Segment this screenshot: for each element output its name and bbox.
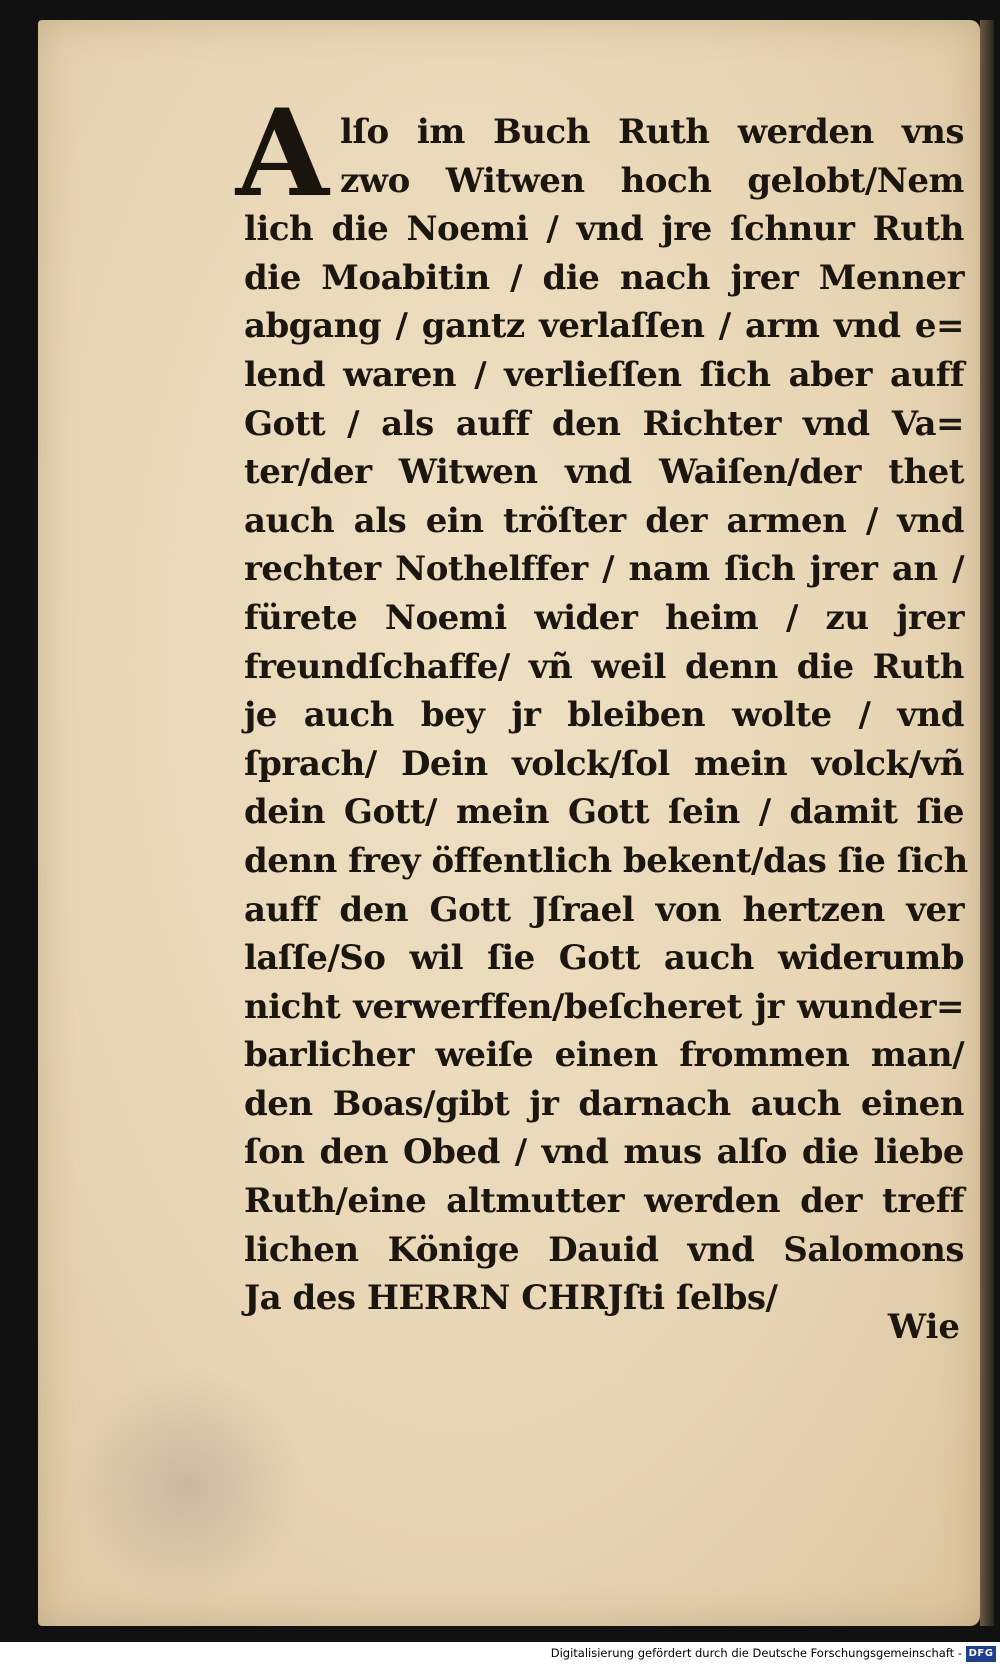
text-line: ter/der Witwen vnd Waiſen/der thet (244, 452, 964, 493)
text-line: laſſe/So wil ſie Gott auch widerumb (244, 938, 964, 979)
text-line: den Boas/gibt jr darnach auch einen (244, 1083, 964, 1124)
text-line: barlicher weiſe einen frommen man/ (244, 1035, 964, 1076)
paper-stain (68, 1370, 308, 1600)
text-line: Gott / als auff den Richter vnd Va= (244, 403, 964, 444)
text-line: dein Gott/ mein Gott ſein / damit ſie (244, 792, 964, 833)
text-line: fürete Noemi wider heim / zu jrer (244, 597, 964, 638)
text-line: lich die Noemi / vnd jre ſchnur Ruth (244, 209, 964, 250)
footer-bar (0, 1642, 1000, 1667)
text-line: lend waren / verlieſſen ſich aber auff (244, 354, 964, 395)
text-line: die Moabitin / die nach jrer Menner (244, 257, 964, 298)
text-block (235, 83, 968, 1323)
text-line: freundſchaffe/ vñ weil denn die Ruth (244, 646, 964, 687)
text-line: rechter Nothelffer / nam ſich jrer an / (244, 549, 964, 590)
funding-credit: Digitalisierung gefördert durch die Deutsche Forschungsgemeinschaft - (550, 1646, 962, 1660)
text-line: nicht verwerffen/beſcheret jr wunder= (244, 986, 964, 1027)
page-edge (980, 20, 994, 1626)
text-line: ſon den Obed / vnd mus alſo die liebe (244, 1132, 964, 1173)
text-line: ſprach/ Dein volck/ſol mein volck/vñ (244, 743, 964, 784)
text-line: auch als ein tröſter der armen / vnd (244, 500, 964, 541)
text-line: auff den Gott Jſrael von hertzen ver (244, 889, 964, 930)
text-line: Ruth/eine altmutter werden der treff (244, 1181, 964, 1222)
text-line: lſo im Buch Ruth werden vns (340, 112, 964, 152)
text-line: lichen Könige Dauid vnd Salomons (244, 1229, 964, 1270)
catchword: Wie (887, 1307, 960, 1347)
dfg-logo: DFG (966, 1646, 996, 1662)
text-line: Ja des HERRN CHRJſti ſelbs/ (244, 1278, 778, 1319)
text-line: zwo Witwen hoch gelobt/Nem (340, 160, 964, 201)
text-line: denn frey öffentlich bekent/das ſie ſich (244, 840, 968, 881)
text-line: je auch bey jr bleiben wolte / vnd (244, 695, 964, 736)
drop-cap-initial: A (235, 83, 329, 224)
text-line: abgang / gantz verlaſſen / arm vnd e= (244, 306, 964, 347)
